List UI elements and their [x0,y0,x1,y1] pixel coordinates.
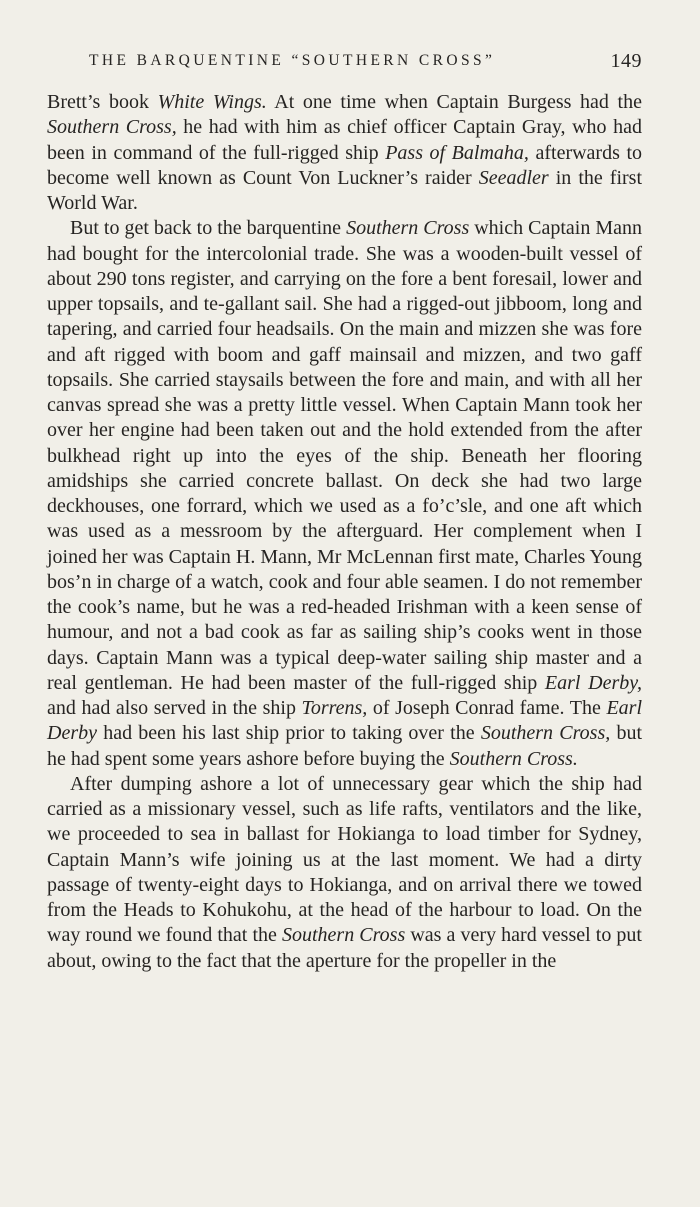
paragraph-1 [47,90,642,216]
paragraph-3 [47,772,642,974]
text-run: which Captain Mann had bought for the intercolonial trade. She was a wooden-built vessel of about 290 tons register, and carrying on the fore a bent foresail, lower and upper topsails, and te-gallant sail. She had a rigged-out jibboom, long and tapering, and carried four headsails. On the main and mizzen she was fore and aft rigged with boom and gaff mainsail and mizzen, and two gaff topsails. She carried staysails between the fore and main, and with all her canvas spread she was a pretty little vessel. When Captain Mann took her over her engine had been taken out and the hold extended from the after bulkhead right up into the eyes of the ship. Beneath her flooring amidships she carried concrete ballast. On deck she had two large deckhouses, one forrard, which we used as a fo’c’sle, and one aft which was used as a messroom by the afterguard. Her complement when I joined her was Captain H. Mann, Mr McLennan first mate, Charles Young bos’n in charge of a watch, cook and four able seamen. I do not remember the cook’s name, but he was a red-headed Irishman with a keen sense of humour, and not a bad cook as far as sailing ship’s cooks went in those days. Captain Mann was a typical deep-water sailing ship master and a real gentleman. He had been master of the full-rigged ship [47,217,642,694]
italic-title: Southern Cross, [480,722,611,745]
page-number: 149 [610,50,642,72]
text-run: afterwards to become well known as Count Von Luckner’s raider [47,141,643,189]
italic-title: Southern Cross. [449,747,578,770]
text-run: At one time when Captain Burgess had the [266,91,642,113]
body-text [47,90,642,974]
text-run: Brett’s book [47,91,158,113]
text-run: of Joseph Conrad fame. The [367,697,607,719]
text-run: had been his last ship prior to taking over the [96,722,481,745]
paragraph-2 [47,216,642,772]
italic-title: Pass of Balmaha, [385,141,529,164]
italic-title: Seeadler [478,166,549,189]
running-head [89,48,642,82]
running-title: THE BARQUENTINE “SOUTHERN CROSS” [89,52,496,69]
italic-title: White Wings. [157,91,267,113]
italic-title: Southern Cross [281,924,406,947]
text-run: and had also served in the ship [47,697,302,719]
italic-title: Torrens, [301,697,368,719]
text-run: was a very hard vessel to put about, owing to the fact that the aperture for the propeller in the [47,924,642,972]
text-run: but he had spent some years ashore before buying the [47,722,643,770]
text-run: he had with him as chief officer Captain Gray, who had been in command of the full-rigged ship [47,116,642,164]
text-run: But to get back to the barquentine [70,217,347,240]
italic-title: Southern Cross, [47,116,177,139]
italic-title: Southern Cross [346,217,470,240]
italic-title: Earl Derby, [544,671,642,694]
text-run: in the first World War. [47,166,642,214]
text-run: After dumping ashore a lot of unnecessary gear which the ship had carried as a missionary vessel, such as life rafts, ventilators and the like, we proceeded to sea in ballast for Hokianga to load timber for Sydney, Captain Mann’s wife joining us at the last moment. We had a dirty passage of twenty-eight days to Hokianga, and on arrival there we towed from the Heads to Kohukohu, at the head of the harbour to load. On the way round we found that the [47,772,642,947]
italic-title: Earl Derby [47,697,643,745]
